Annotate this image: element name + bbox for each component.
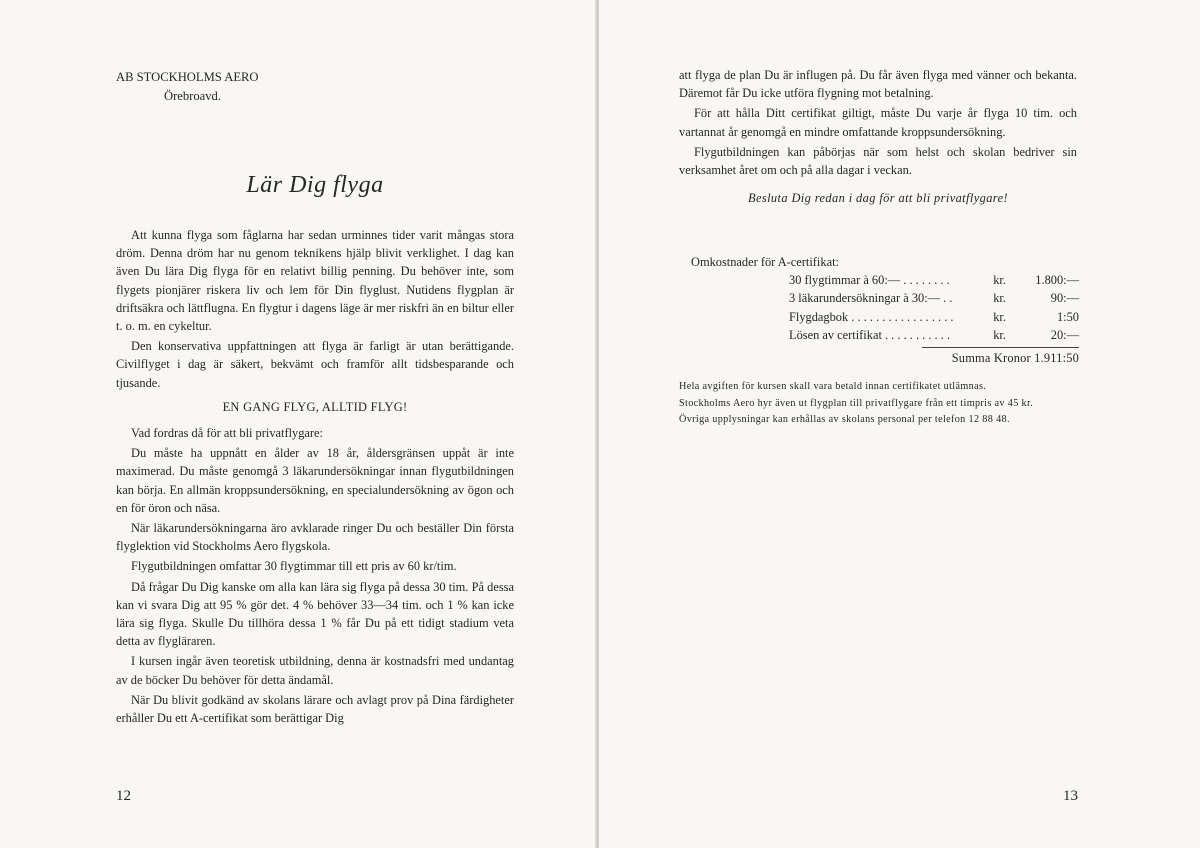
company-address: Örebroavd. <box>164 89 221 103</box>
right-body-text <box>679 66 1077 215</box>
company-header <box>116 68 259 106</box>
table-row <box>789 271 1079 289</box>
note: Hela avgiften för kursen skall vara betald innan certifikatet utlämnas. <box>679 381 987 392</box>
cost-label: Flygdagbok . . . . . . . . . . . . . . . . . <box>789 309 954 324</box>
cost-currency: kr. <box>993 327 1006 342</box>
cost-amount: 90:— <box>1050 291 1079 306</box>
note: Övriga upplysningar kan erhållas av skolans personal per telefon 12 88 48. <box>679 414 1010 426</box>
paragraph: Att kunna flyga som fåglarna har sedan urminnes tider varit mångas stora dröm. Denna dröm har nu genom teknikens hjälp blivit verklighet. I dag kan även Du lära Dig flyga för en relativt billig penning. Du behöver inte, som flygets pionjärer riskera liv och lem för Din flyglust. Nutidens flygplan är driftsäkra och lättflugna. En flygtur i dagens läge är mer riskfri än en biltur eller t. o. m. en cykeltur. <box>116 228 514 334</box>
cost-amount: 1:50 <box>1056 309 1079 324</box>
paragraph: För att hålla Ditt certifikat giltigt, måste Du varje år flyga 10 tim. och vartannat år genomgå en mindre omfattande kroppsundersökning. <box>679 106 1077 139</box>
cost-amount: 20:— <box>1050 327 1079 342</box>
page-number-right: 13 <box>1063 788 1078 804</box>
cost-currency: kr. <box>993 291 1006 306</box>
table-row <box>789 326 1079 344</box>
right-page <box>599 0 1200 848</box>
cost-total: Summa Kronor 1.911:50 <box>951 351 1079 366</box>
cost-table-header: Omkostnader för A-certifikat: <box>691 255 839 269</box>
paragraph: Den konservativa uppfattningen att flyga är farligt är utan berättigande. Civilflyget i dag är säkert, bekvämt och framför allt tidsbesparande och tjusande. <box>116 339 514 390</box>
company-name: AB STOCKHOLMS AERO <box>116 70 259 84</box>
paragraph: När läkarundersökningarna äro avklarade ringer Du och beställer Din första flyglektion vid Stockholms Aero flygskola. <box>116 521 514 554</box>
paragraph: Då frågar Du Dig kanske om alla kan lära sig flyga på dessa 30 tim. På dessa kan vi svara Dig att 95 % gör det. 4 % behöver 33—34 tim. och 1 % kan icke lära sig flyga. Skulle Du tillhöra dessa 1 % får Du på ett tidigt stadium veta detta av flygläraren. <box>116 579 514 649</box>
cost-currency: kr. <box>993 309 1006 324</box>
cost-label: Lösen av certifikat . . . . . . . . . . . <box>789 327 951 342</box>
paragraph: att flyga de plan Du är influgen på. Du får även flyga med vänner och bekanta. Däremot får Du icke utföra flygning mot betalning. <box>679 68 1077 101</box>
footnotes <box>679 380 1077 428</box>
table-row <box>789 289 1079 307</box>
cost-currency: kr. <box>993 273 1006 288</box>
paragraph: Vad fordras då för att bli privatflygare: <box>131 426 323 441</box>
note: Stockholms Aero hyr även ut flygplan till privatflygare från ett timpris av 45 kr. <box>679 397 1034 409</box>
paragraph: När Du blivit godkänd av skolans lärare och avlagt prov på Dina färdigheter erhåller Du ett A-certifikat som berättigar Dig <box>116 692 514 726</box>
left-page <box>0 0 597 848</box>
table-row <box>789 308 1079 326</box>
page-number-left: 12 <box>116 788 131 804</box>
cost-amount: 1.800:— <box>1035 273 1079 288</box>
section-heading: EN GANG FLYG, ALLTID FLYG! <box>222 399 408 414</box>
page-title: Lär Dig flyga <box>246 172 384 198</box>
left-body-text <box>116 226 514 727</box>
cost-label: 3 läkarundersökningar à 30:— . . <box>789 291 953 306</box>
slogan: Besluta Dig redan i dag för att bli privatflygare! <box>748 191 1008 206</box>
paragraph: Flygutbildningen omfattar 30 flygtimmar till ett pris av 60 kr/tim. <box>131 559 457 574</box>
cost-items <box>789 271 1079 344</box>
paragraph: Du måste ha uppnått en ålder av 18 år, åldersgränsen uppåt är inte maximerad. Du måste genomgå 3 läkarundersökningar innan flygutbildningen kan börja. En allmän kroppsundersökning, en specialundersökning av ögon och en för öron och näsa. <box>116 446 514 515</box>
cost-label: 30 flygtimmar à 60:— . . . . . . . . <box>789 273 950 288</box>
paragraph: I kursen ingår även teoretisk utbildning, denna är kostnadsfri med undantag av de böcker Du behöver för detta ändamål. <box>116 654 514 687</box>
paragraph: Flygutbildningen kan påbörjas när som helst och skolan bedriver sin verksamhet året om och på alla dagar i veckan. <box>679 144 1077 178</box>
cost-table <box>691 253 1079 367</box>
